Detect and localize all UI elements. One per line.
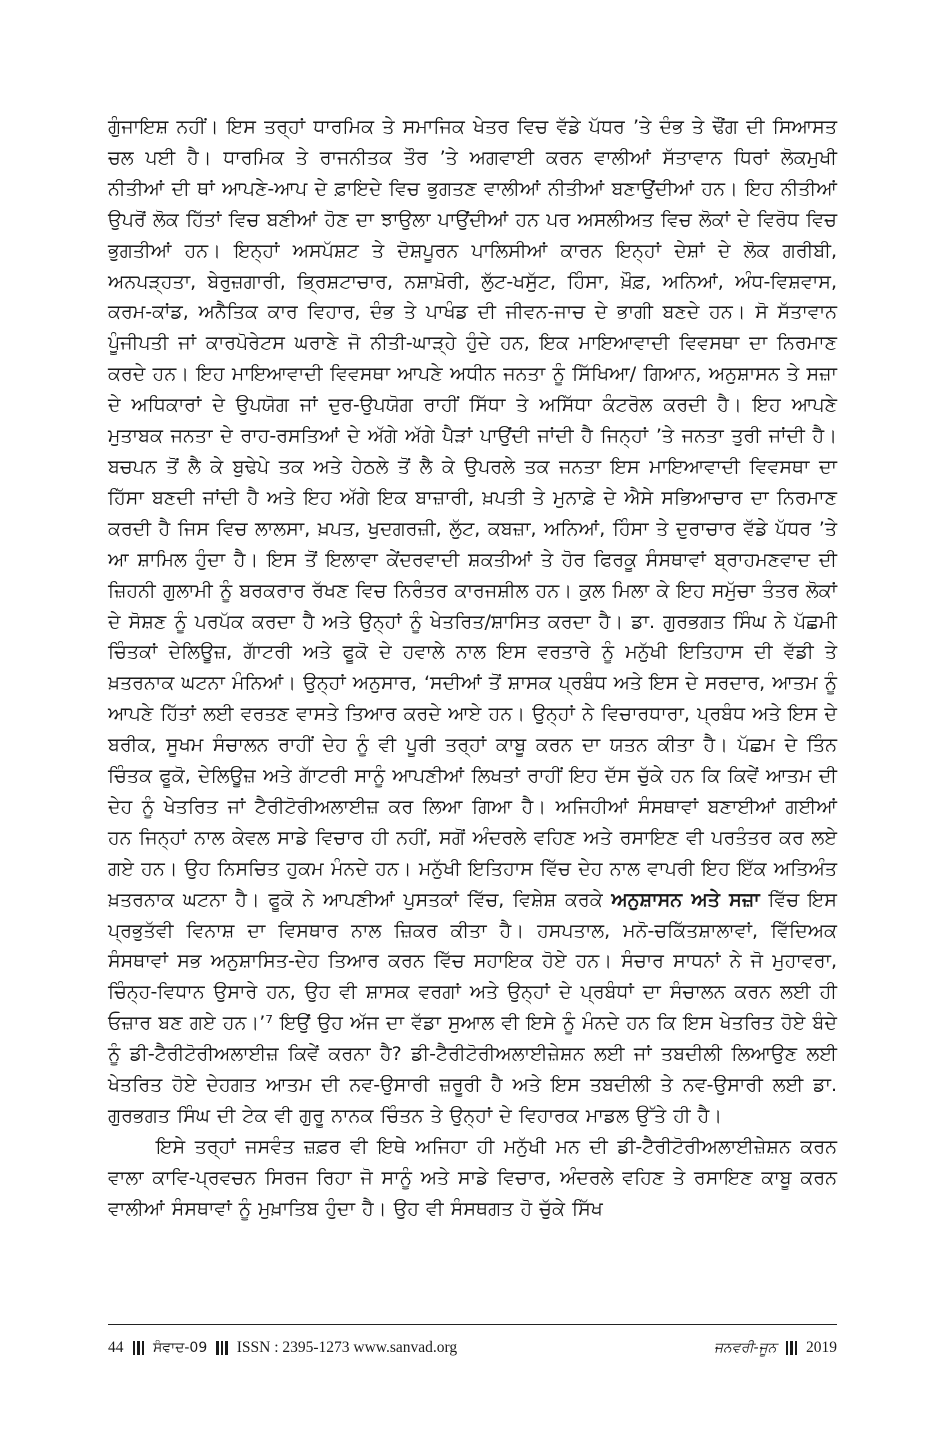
separator-bars-icon — [216, 1341, 228, 1355]
page-number: 44 — [108, 1339, 124, 1356]
issn-website: ISSN : 2395-1273 www.sanvad.org — [236, 1339, 458, 1356]
page-body — [108, 112, 837, 1225]
separator-bars-icon — [133, 1341, 145, 1355]
book-title-bold: ਅਨੁਸ਼ਾਸਨ ਅਤੇ ਸਜ਼ਾ — [611, 888, 760, 911]
issue-months: ਜਨਵਰੀ-ਜੂਨ — [714, 1340, 777, 1356]
footer-left — [108, 1339, 457, 1357]
page-footer — [108, 1324, 837, 1357]
separator-bars-icon — [786, 1341, 798, 1355]
paragraph-1-text: ਗੁੰਜਾਇਸ਼ ਨਹੀਂ। ਇਸ ਤਰ੍ਹਾਂ ਧਾਰਮਿਕ ਤੇ ਸਮਾਜਿਕ ਖੇਤਰ ਵਿਚ ਵੱਡੇ ਪੱਧਰ ’ਤੇ ਦੰਭ ਤੇ ਢੌਂਗ ਦੀ ਸਿਆਸਤ ਚਲ ਪਈ ਹੈ। ਧਾਰਮਿਕ ਤੇ ਰਾਜਨੀਤਕ ਤੌਰ ’ਤੇ ਅਗਵਾਈ ਕਰਨ ਵਾਲੀਆਂ ਸੱਤਾਵਾਨ ਧਿਰਾਂ ਲੋਕਮੁਖੀ ਨੀਤੀਆਂ ਦੀ ਥਾਂ ਆਪਣੇ-ਆਪ ਦੇ ਫ਼ਾਇਦੇ ਵਿਚ ਭੁਗਤਣ ਵਾਲੀਆਂ ਨੀਤੀਆਂ ਬਣਾਉਂਦੀਆਂ ਹਨ। ਇਹ ਨੀਤੀਆਂ ਉਪਰੋਂ ਲੋਕ ਹਿੱਤਾਂ ਵਿਚ ਬਣੀਆਂ ਹੋਣ ਦਾ ਝਾਉਲਾ ਪਾਉਂਦੀਆਂ ਹਨ ਪਰ ਅਸਲੀਅਤ ਵਿਚ ਲੋਕਾਂ ਦੇ ਵਿਰੋਧ ਵਿਚ ਭੁਗਤੀਆਂ ਹਨ। ਇਨ੍ਹਾਂ ਅਸਪੱਸ਼ਟ ਤੇ ਦੋਸ਼ਪੂਰਨ ਪਾਲਿਸੀਆਂ ਕਾਰਨ ਇਨ੍ਹਾਂ ਦੇਸ਼ਾਂ ਦੇ ਲੋਕ ਗਰੀਬੀ, ਅਨਪੜ੍ਹਤਾ, ਬੇਰੁਜ਼ਗਾਰੀ, ਭ੍ਰਿਸ਼ਟਾਚਾਰ, ਨਸ਼ਾਖ਼ੋਰੀ, ਲੁੱਟ-ਖਸੁੱਟ, ਹਿੰਸਾ, ਖ਼ੌਫ਼, ਅਨਿਆਂ, ਅੰਧ-ਵਿਸ਼ਵਾਸ, ਕਰਮ-ਕਾਂਡ, ਅਨੈਤਿਕ ਕਾਰ ਵਿਹਾਰ, ਦੰਭ ਤੇ ਪਾਖੰਡ ਦੀ ਜੀਵਨ-ਜਾਚ ਦੇ ਭਾਗੀ ਬਣਦੇ ਹਨ। ਸੋ ਸੱਤਾਵਾਨ ਪੂੰਜੀਪਤੀ ਜਾਂ ਕਾਰਪੋਰੇਟਸ ਘਰਾਣੇ ਜੋ ਨੀਤੀ-ਘਾੜ੍ਹੇ ਹੁੰਦੇ ਹਨ, ਇਕ ਮਾਇਆਵਾਦੀ ਵਿਵਸਥਾ ਦਾ ਨਿਰਮਾਣ ਕਰਦੇ ਹਨ। ਇਹ ਮਾਇਆਵਾਦੀ ਵਿਵਸਥਾ ਆਪਣੇ ਅਧੀਨ ਜਨਤਾ ਨੂੰ ਸਿੱਖਿਆ/ ਗਿਆਨ, ਅਨੁਸ਼ਾਸਨ ਤੇ ਸਜ਼ਾ ਦੇ ਅਧਿਕਾਰਾਂ ਦੇ ਉਪਯੋਗ ਜਾਂ ਦੁਰ-ਉਪਯੋਗ ਰਾਹੀਂ ਸਿੱਧਾ ਤੇ ਅਸਿੱਧਾ ਕੰਟਰੋਲ ਕਰਦੀ ਹੈ। ਇਹ ਆਪਣੇ ਮੁਤਾਬਕ ਜਨਤਾ ਦੇ ਰਾਹ-ਰਸਤਿਆਂ ਦੇ ਅੱਗੇ ਅੱਗੇ ਪੈੜਾਂ ਪਾਉਂਦੀ ਜਾਂਦੀ ਹੈ ਜਿਨ੍ਹਾਂ ’ਤੇ ਜਨਤਾ ਤੁਰੀ ਜਾਂਦੀ ਹੈ। ਬਚਪਨ ਤੋਂ ਲੈ ਕੇ ਬੁਢੇਪੇ ਤਕ ਅਤੇ ਹੇਠਲੇ ਤੋਂ ਲੈ ਕੇ ਉਪਰਲੇ ਤਕ ਜਨਤਾ ਇਸ ਮਾਇਆਵਾਦੀ ਵਿਵਸਥਾ ਦਾ ਹਿੱਸਾ ਬਣਦੀ ਜਾਂਦੀ ਹੈ ਅਤੇ ਇਹ ਅੱਗੇ ਇਕ ਬਾਜ਼ਾਰੀ, ਖ਼ਪਤੀ ਤੇ ਮੁਨਾਫ਼ੇ ਦੇ ਐਸੇ ਸਭਿਆਚਾਰ ਦਾ ਨਿਰਮਾਣ ਕਰਦੀ ਹੈ ਜਿਸ ਵਿਚ ਲਾਲਸਾ, ਖ਼ਪਤ, ਖੁਦਗਰਜ਼ੀ, ਲੁੱਟ, ਕਬਜ਼ਾ, ਅਨਿਆਂ, ਹਿੰਸਾ ਤੇ ਦੁਰਾਚਾਰ ਵੱਡੇ ਪੱਧਰ ’ਤੇ ਆ ਸ਼ਾਮਿਲ ਹੁੰਦਾ ਹੈ। ਇਸ ਤੋਂ ਇਲਾਵਾ ਕੇਂਦਰਵਾਦੀ ਸ਼ਕਤੀਆਂ ਤੇ ਹੋਰ ਫਿਰਕੂ ਸੰਸਥਾਵਾਂ ਬ੍ਰਾਹਮਣਵਾਦ ਦੀ ਜ਼ਿਹਨੀ ਗੁਲਾਮੀ ਨੂੰ ਬਰਕਰਾਰ ਰੱਖਣ ਵਿਚ ਨਿਰੰਤਰ ਕਾਰਜਸ਼ੀਲ ਹਨ। ਕੁਲ ਮਿਲਾ ਕੇ ਇਹ ਸਮੁੱਚਾ ਤੰਤਰ ਲੋਕਾਂ ਦੇ ਸੋਸ਼ਣ ਨੂੰ ਪਰਪੱਕ ਕਰਦਾ ਹੈ ਅਤੇ ਉਨ੍ਹਾਂ ਨੂੰ ਖੇਤਰਿਤ/ਸ਼ਾਸਿਤ ਕਰਦਾ ਹੈ। ਡਾ. ਗੁਰਭਗਤ ਸਿੰਘ ਨੇ ਪੱਛਮੀ ਚਿੰਤਕਾਂ ਦੇਲਿਊਜ਼, ਗਾੱਟਰੀ ਅਤੇ ਫੂਕੋ ਦੇ ਹਵਾਲੇ ਨਾਲ ਇਸ ਵਰਤਾਰੇ ਨੂੰ ਮਨੁੱਖੀ ਇਤਿਹਾਸ ਦੀ ਵੱਡੀ ਤੇ ਖ਼ਤਰਨਾਕ ਘਟਨਾ ਮੰਨਿਆਂ। ਉਨ੍ਹਾਂ ਅਨੁਸਾਰ, ‘ਸਦੀਆਂ ਤੋਂ ਸ਼ਾਸਕ ਪ੍ਰਬੰਧ ਅਤੇ ਇਸ ਦੇ ਸਰਦਾਰ, ਆਤਮ ਨੂੰ ਆਪਣੇ ਹਿੱਤਾਂ ਲਈ ਵਰਤਣ ਵਾਸਤੇ ਤਿਆਰ ਕਰਦੇ ਆਏ ਹਨ। ਉਨ੍ਹਾਂ ਨੇ ਵਿਚਾਰਧਾਰਾ, ਪ੍ਰਬੰਧ ਅਤੇ ਇਸ ਦੇ ਬਰੀਕ, ਸੂਖਮ ਸੰਚਾਲਨ ਰਾਹੀਂ ਦੇਹ ਨੂੰ ਵੀ ਪੂਰੀ ਤਰ੍ਹਾਂ ਕਾਬੂ ਕਰਨ ਦਾ ਯਤਨ ਕੀਤਾ ਹੈ। ਪੱਛਮ ਦੇ ਤਿੰਨ ਚਿੰਤਕ ਫੂਕੋ, ਦੇਲਿਊਜ਼ ਅਤੇ ਗਾੱਟਰੀ ਸਾਨੂੰ ਆਪਣੀਆਂ ਲਿਖਤਾਂ ਰਾਹੀਂ ਇਹ ਦੱਸ ਚੁੱਕੇ ਹਨ ਕਿ ਕਿਵੇਂ ਆਤਮ ਦੀ ਦੇਹ ਨੂੰ ਖੇਤਰਿਤ ਜਾਂ ਟੈਰੀਟੋਰੀਅਲਾਈਜ਼ ਕਰ ਲਿਆ ਗਿਆ ਹੈ। ਅਜਿਹੀਆਂ ਸੰਸਥਾਵਾਂ ਬਣਾਈਆਂ ਗਈਆਂ ਹਨ ਜਿਨ੍ਹਾਂ ਨਾਲ ਕੇਵਲ ਸਾਡੇ ਵਿਚਾਰ ਹੀ ਨਹੀਂ, ਸਗੋਂ ਅੰਦਰਲੇ ਵਹਿਣ ਅਤੇ ਰਸਾਇਣ ਵੀ ਪਰਤੰਤਰ ਕਰ ਲਏ ਗਏ ਹਨ। ਉਹ ਨਿਸਚਿਤ ਹੁਕਮ ਮੰਨਦੇ ਹਨ। ਮਨੁੱਖੀ ਇਤਿਹਾਸ ਵਿੱਚ ਦੇਹ ਨਾਲ ਵਾਪਰੀ ਇਹ ਇੱਕ ਅਤਿਅੰਤ ਖ਼ਤਰਨਾਕ ਘਟਨਾ ਹੈ। ਫੂਕੋ ਨੇ ਆਪਣੀਆਂ ਪੁਸਤਕਾਂ ਵਿੱਚ, ਵਿਸ਼ੇਸ਼ ਕਰਕੇ — [108, 116, 837, 911]
paragraph-2: ਇਸੇ ਤਰ੍ਹਾਂ ਜਸਵੰਤ ਜ਼ਫ਼ਰ ਵੀ ਇਥੇ ਅਜਿਹਾ ਹੀ ਮਨੁੱਖੀ ਮਨ ਦੀ ਡੀ-ਟੈਰੀਟੋਰੀਅਲਾਈਜ਼ੇਸ਼ਨ ਕਰਨ ਵਾਲਾ ਕਾਵਿ-ਪ੍ਰਵਚਨ ਸਿਰਜ ਰਿਹਾ ਜੋ ਸਾਨੂੰ ਅਤੇ ਸਾਡੇ ਵਿਚਾਰ, ਅੰਦਰਲੇ ਵਹਿਣ ਤੇ ਰਸਾਇਣ ਕਾਬੂ ਕਰਨ ਵਾਲੀਆਂ ਸੰਸਥਾਵਾਂ ਨੂੰ ਮੁਖ਼ਾਤਿਬ ਹੁੰਦਾ ਹੈ। ਉਹ ਵੀ ਸੰਸਥਗਤ ਹੋ ਚੁੱਕੇ ਸਿੱਖ — [108, 1135, 837, 1220]
paragraph-1-continuation: ਵਿੱਚ ਇਸ ਪ੍ਰਭੁਤੱਵੀ ਵਿਨਾਸ਼ ਦਾ ਵਿਸਥਾਰ ਨਾਲ ਜ਼ਿਕਰ ਕੀਤਾ ਹੈ। ਹਸਪਤਾਲ, ਮਨੋ-ਚਕਿੱਤਸ਼ਾਲਾਵਾਂ, ਵਿੱਦਿਅਕ ਸੰਸਥਾਵਾਂ ਸਭ ਅਨੁਸ਼ਾਸਿਤ-ਦੇਹ ਤਿਆਰ ਕਰਨ ਵਿੱਚ ਸਹਾਇਕ ਹੋਏ ਹਨ। ਸੰਚਾਰ ਸਾਧਨਾਂ ਨੇ ਜੋ ਮੁਹਾਵਰਾ, ਚਿੰਨ੍ਹ-ਵਿਧਾਨ ਉਸਾਰੇ ਹਨ, ਉਹ ਵੀ ਸ਼ਾਸਕ ਵਰਗਾਂ ਅਤੇ ਉਨ੍ਹਾਂ ਦੇ ਪ੍ਰਬੰਧਾਂ ਦਾ ਸੰਚਾਲਨ ਕਰਨ ਲਈ ਹੀ ਓਜ਼ਾਰ ਬਣ ਗਏ ਹਨ।’⁷ ਇਉਂ ਉਹ ਅੱਜ ਦਾ ਵੱਡਾ ਸੁਆਲ ਵੀ ਇਸੇ ਨੂੰ ਮੰਨਦੇ ਹਨ ਕਿ ਇਸ ਖੇਤਰਿਤ ਹੋਏ ਬੰਦੇ ਨੂੰ ਡੀ-ਟੈਰੀਟੋਰੀਅਲਾਈਜ਼ ਕਿਵੇਂ ਕਰਨਾ ਹੈ? ਡੀ-ਟੈਰੀਟੋਰੀਅਲਾਈਜ਼ੇਸ਼ਨ ਲਈ ਜਾਂ ਤਬਦੀਲੀ ਲਿਆਉਣ ਲਈ ਖੇਤਰਿਤ ਹੋਏ ਦੇਹਗਤ ਆਤਮ ਦੀ ਨਵ-ਉਸਾਰੀ ਜ਼ਰੂਰੀ ਹੈ ਅਤੇ ਇਸ ਤਬਦੀਲੀ ਤੇ ਨਵ-ਉਸਾਰੀ ਲਈ ਡਾ. ਗੁਰਭਗਤ ਸਿੰਘ ਦੀ ਟੇਕ ਵੀ ਗੁਰੂ ਨਾਨਕ ਚਿੰਤਨ ਤੇ ਉਨ੍ਹਾਂ ਦੇ ਵਿਹਾਰਕ ਮਾਡਲ ਉੱਤੇ ਹੀ ਹੈ। — [108, 888, 837, 1127]
journal-name: ਸੰਵਾਦ-09 — [153, 1340, 208, 1356]
paragraph-1 — [108, 112, 837, 1132]
issue-year: 2019 — [806, 1339, 837, 1356]
footer-right — [714, 1339, 837, 1357]
